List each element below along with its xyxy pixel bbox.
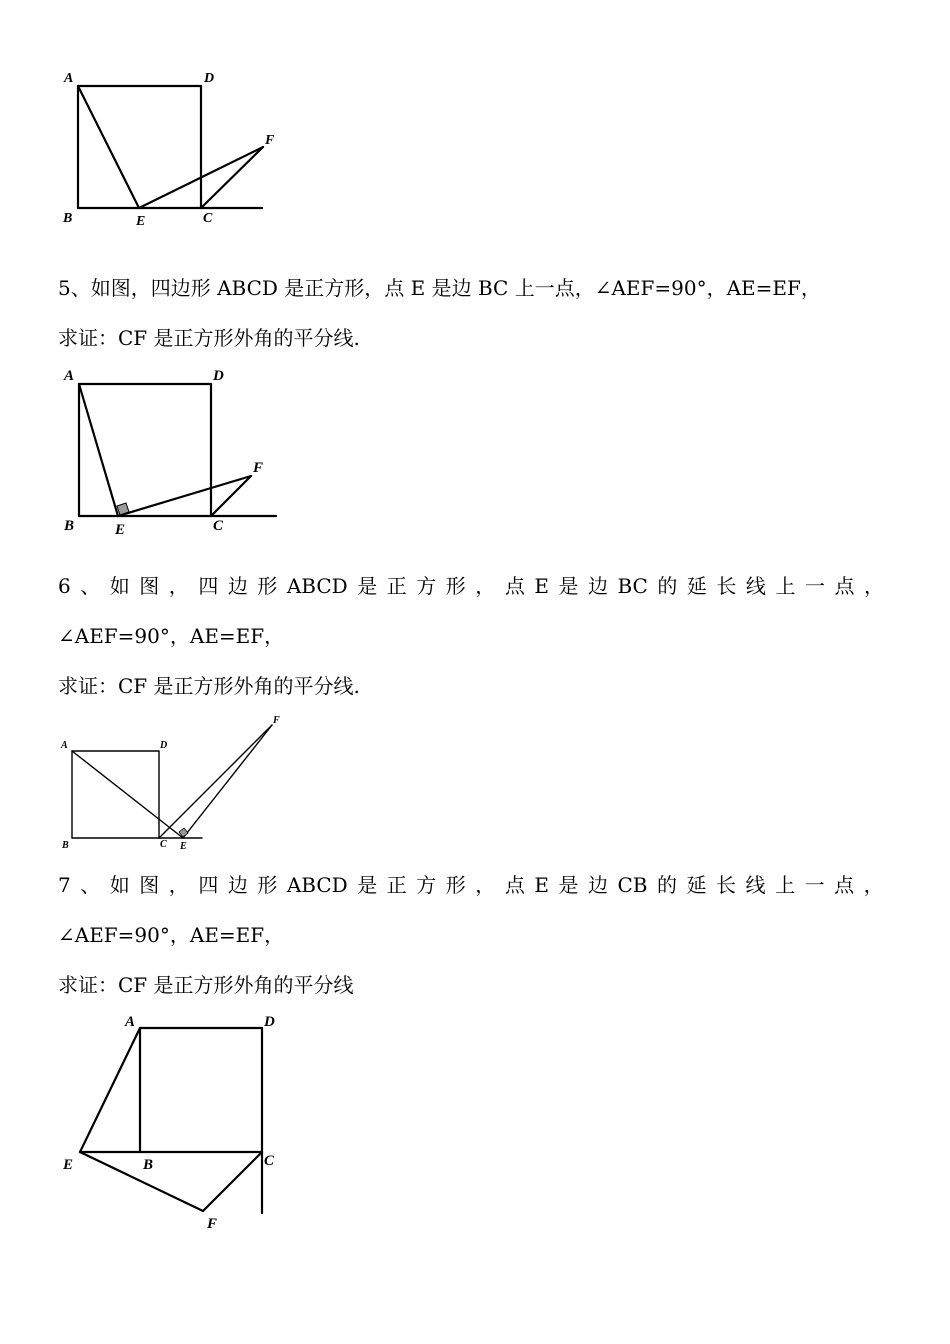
token: ， [475,574,496,598]
token: CB [617,873,648,897]
token: 长 [716,873,737,897]
token: 四 [198,873,219,897]
token: 正 [386,574,407,598]
problem-6-line-3: 求证：CF 是正方形外角的平分线. [58,674,360,698]
label-f: F [273,715,280,726]
token: ABCD [286,574,348,598]
label-b: B [63,211,73,226]
token: ABCD [286,873,348,897]
label-b: B [143,1157,154,1173]
problem-6-line-2: ∠AEF=90°，AE=EF， [58,624,285,648]
token: 方 [416,873,437,897]
label-a: A [61,740,68,751]
token: 6 [58,574,71,598]
token: 四 [198,574,219,598]
token: 图 [139,574,160,598]
token: 点 [504,574,525,598]
token: 点 [504,873,525,897]
token: 图 [139,873,160,897]
segment-ae [80,1028,140,1152]
token: E [534,574,549,598]
token: 一 [804,873,825,897]
token: 是 [558,574,579,598]
token: 是 [357,574,378,598]
token: 形 [257,873,278,897]
label-a: A [125,1014,136,1030]
token: 形 [445,873,466,897]
token: 线 [745,873,766,897]
token: 是 [357,873,378,897]
label-e: E [180,841,187,852]
label-e: E [63,1157,74,1173]
problem-7-line-2: ∠AEF=90°，AE=EF， [58,923,285,947]
token: 一 [804,574,825,598]
label-b: B [62,840,69,851]
token: ， [863,873,884,897]
problem-7-line-3: 求证：CF 是正方形外角的平分线 [58,973,354,997]
segment-cf [203,1152,262,1211]
label-f: F [253,460,264,476]
token: 形 [257,574,278,598]
token: 线 [745,574,766,598]
label-d: D [160,740,168,751]
label-c: C [203,211,213,226]
token: ， [475,873,496,897]
token: 如 [109,873,130,897]
problem-5-line-2: 求证：CF 是正方形外角的平分线. [58,326,360,350]
token: 的 [657,574,678,598]
token: 长 [716,574,737,598]
label-d: D [204,71,215,86]
token: 边 [587,574,608,598]
label-a: A [64,71,74,86]
token: 延 [686,873,707,897]
token: 正 [386,873,407,897]
label-c: C [264,1153,275,1169]
token: ， [168,574,189,598]
token: 、 [80,873,101,897]
label-d: D [264,1014,275,1030]
token: E [534,873,549,897]
segment-ef [80,1152,203,1211]
label-e: E [136,214,146,229]
token: 边 [227,574,248,598]
token: BC [617,574,648,598]
token: ， [863,574,884,598]
label-d: D [213,368,224,384]
token: 7 [58,873,71,897]
label-c: C [213,518,224,534]
label-e: E [115,522,126,538]
token: 形 [445,574,466,598]
token: 边 [587,873,608,897]
label-c: C [160,839,167,850]
token: ， [168,873,189,897]
label-b: B [64,518,75,534]
label-f: F [207,1216,218,1232]
token: 边 [227,873,248,897]
token: 、 [80,574,101,598]
token: 上 [775,873,796,897]
token: 上 [775,574,796,598]
token: 点 [834,873,855,897]
token: 点 [834,574,855,598]
token: 的 [657,873,677,897]
problem-5-line-1: 5、如图，四边形 ABCD 是正方形，点 E 是边 BC 上一点，∠AEF=90°，AE=EF， [58,276,821,300]
label-a: A [64,368,75,384]
figure-4-lines [80,1028,262,1213]
token: 延 [686,574,707,598]
token: 是 [558,873,579,897]
token: 方 [416,574,437,598]
token: 如 [109,574,130,598]
label-f: F [265,133,275,148]
